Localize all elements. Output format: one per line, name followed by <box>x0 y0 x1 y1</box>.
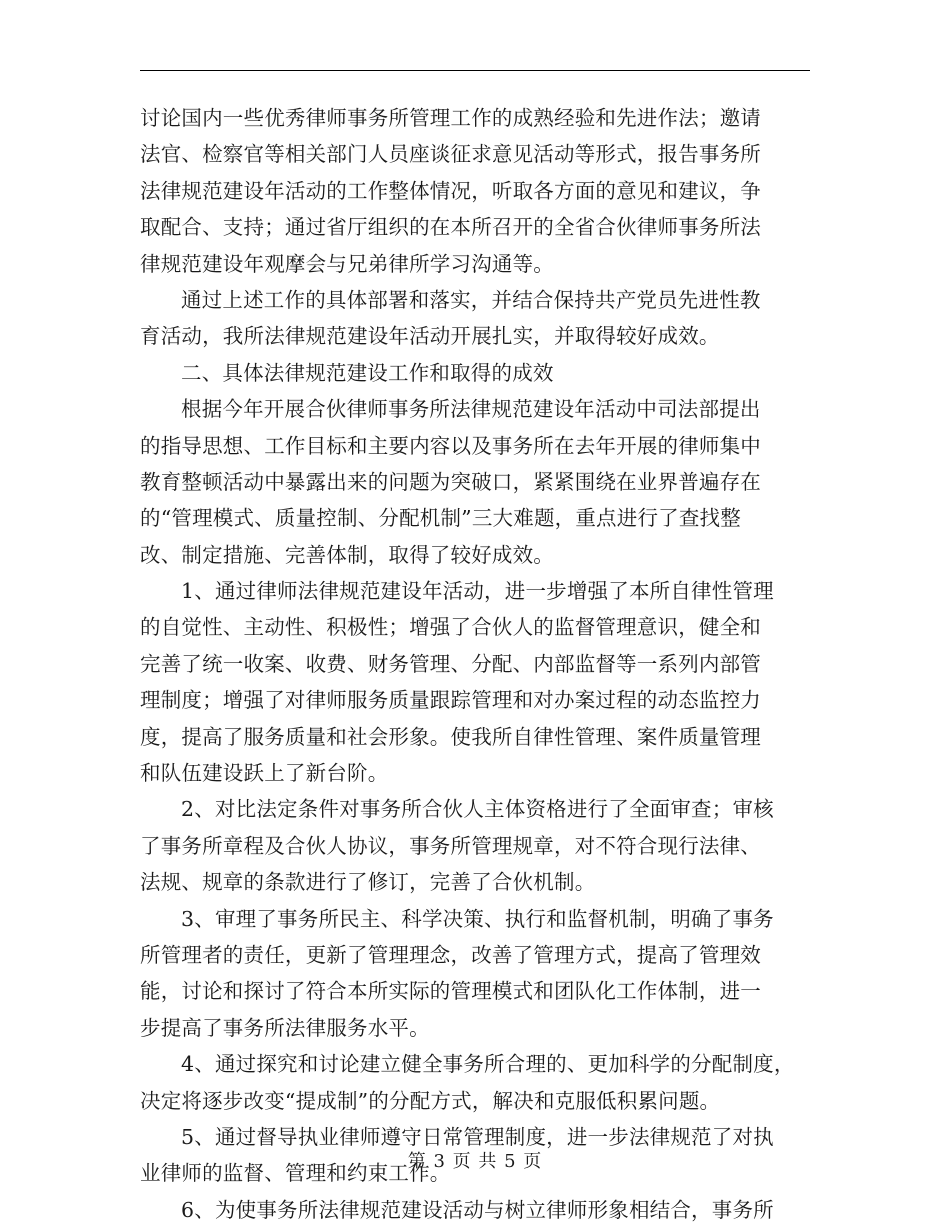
text-line: 二、具体法律规范建设工作和取得的成效 <box>181 360 554 385</box>
text-line: 律规范建设年观摩会与兄弟律所学习沟通等。 <box>140 251 554 276</box>
text-line: 法规、规章的条款进行了修订，完善了合伙机制。 <box>140 870 596 895</box>
text-line: 6、为使事务所法律规范建设活动与树立律师形象相结合，事务所 <box>181 1197 774 1222</box>
text-line: 和队伍建设跃上了新台阶。 <box>140 761 389 786</box>
text-line: 能，讨论和探讨了符合本所实际的管理模式和团队化工作体制，进一 <box>140 979 761 1004</box>
text-line: 根据今年开展合伙律师事务所法律规范建设年活动中司法部提出 <box>181 397 761 422</box>
text-line: 改、制定措施、完善体制，取得了较好成效。 <box>140 542 554 567</box>
text-line: 讨论国内一些优秀律师事务所管理工作的成熟经验和先进作法；邀请 <box>140 106 761 130</box>
header-rule <box>140 70 810 71</box>
text-line: 所管理者的责任，更新了管理理念，改善了管理方式，提高了管理效 <box>140 942 761 967</box>
text-line: 的自觉性、主动性、积极性；增强了合伙人的监督管理意识，健全和 <box>140 615 761 640</box>
text-line: 业律师的监督、管理和约束工作。 <box>140 1161 451 1186</box>
text-line: 完善了统一收案、收费、财务管理、分配、内部监督等一系列内部管 <box>140 651 761 676</box>
text-line: 了事务所章程及合伙人协议，事务所管理规章，对不符合现行法律、 <box>140 833 761 858</box>
text-line: 法官、检察官等相关部门人员座谈征求意见活动等形式，报告事务所 <box>140 142 761 167</box>
text-line: 2、对比法定条件对事务所合伙人主体资格进行了全面审查；审核 <box>181 797 774 822</box>
text-line: 3、审理了事务所民主、科学决策、执行和监督机制，明确了事务 <box>181 906 774 931</box>
text-line: 育活动，我所法律规范建设年活动开展扎实，并取得较好成效。 <box>140 324 720 349</box>
text-line: 1、通过律师法律规范建设年活动，进一步增强了本所自律性管理 <box>181 579 774 604</box>
text-line: 的指导思想、工作目标和主要内容以及事务所在去年开展的律师集中 <box>140 433 761 458</box>
text-line: 通过上述工作的具体部署和落实，并结合保持共产党员先进性教 <box>181 287 761 312</box>
text-line: 度，提高了服务质量和社会形象。使我所自律性管理、案件质量管理 <box>140 724 761 749</box>
text-line: 步提高了事务所法律服务水平。 <box>140 1015 430 1040</box>
text-line: 取配合、支持；通过省厅组织的在本所召开的全省合伙律师事务所法 <box>140 215 761 240</box>
text-line: 5、通过督导执业律师遵守日常管理制度，进一步法律规范了对执 <box>181 1124 774 1149</box>
text-line: 教育整顿活动中暴露出来的问题为突破口，紧紧围绕在业界普遍存在 <box>140 469 761 494</box>
text-line: 理制度；增强了对律师服务质量跟踪管理和对办案过程的动态监控力 <box>140 688 761 713</box>
page-number: 第 3 页 共 5 页 <box>407 1151 543 1172</box>
text-line: 4、通过探究和讨论建立健全事务所合理的、更加科学的分配制度， <box>181 1052 795 1077</box>
text-line: 法律规范建设年活动的工作整体情况，听取各方面的意见和建议，争 <box>140 178 761 203</box>
text-line: 的“管理模式、质量控制、分配机制”三大难题，重点进行了查找整 <box>140 506 741 531</box>
document-body <box>140 100 810 1228</box>
text-line: 决定将逐步改变“提成制”的分配方式，解决和克服低积累问题。 <box>140 1088 721 1113</box>
